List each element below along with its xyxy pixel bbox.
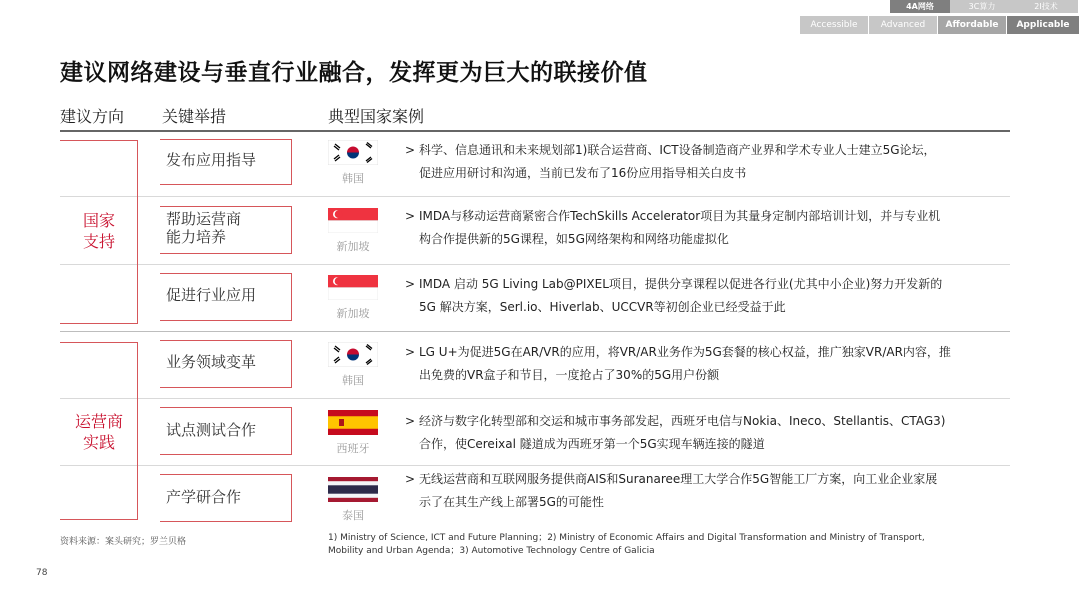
measure-label [166, 286, 256, 304]
case-text [405, 205, 1005, 251]
group-label-line: 实践 [82, 433, 115, 452]
korea-flag-icon [328, 140, 378, 165]
spain-flag-icon [328, 410, 378, 435]
group-label-line: 国家 [82, 211, 115, 230]
country-name: 西班牙 [336, 442, 370, 455]
group-label-line: 运营商 [74, 412, 123, 431]
page-title: 建议网络建设与垂直行业融合，发挥更为巨大的联接价值 [60, 60, 648, 86]
footnote-line: 1) Ministry of Science, ICT and Future Planning；2) Ministry of Economic Affairs and Digital Transformation and Ministry of Transport, [328, 533, 925, 543]
country-name: 新加坡 [336, 240, 370, 253]
row-divider [60, 196, 1010, 197]
group-divider [60, 331, 1010, 332]
arrow-icon: > [405, 143, 416, 157]
korea-flag-icon [328, 342, 378, 367]
case-line: 合作，使Cereixal 隧道成为西班牙第一个5G实现车辆连接的隧道 [419, 437, 765, 451]
measure-line: 试点测试合作 [166, 421, 257, 439]
tab-2i-tech[interactable]: 2I技术 [1014, 0, 1078, 13]
case-text [405, 341, 1005, 387]
case-line: 科学、信息通讯和未来规划部1)联合运营商、ICT设备制造商产业界和学术专业人士建立5G论坛， [419, 143, 936, 157]
measure-line: 发布应用指导 [166, 151, 257, 169]
case-line: 无线运营商和互联网服务提供商AIS和Suranaree理工大学合作5G智能工厂方案，向工业企业家展 [419, 472, 938, 486]
country-name: 泰国 [342, 509, 364, 522]
arrow-icon: > [405, 345, 416, 359]
row-divider [60, 264, 1010, 265]
country-name: 韩国 [342, 172, 364, 185]
tab-affordable[interactable]: Affordable [938, 16, 1006, 34]
arrow-icon: > [405, 209, 416, 223]
arrow-icon: > [405, 472, 416, 486]
group-label-operator [60, 411, 138, 453]
header-divider [60, 130, 1010, 132]
case-line: 出免费的VR盒子和节目，一度抢占了30%的5G用户份额 [419, 368, 720, 382]
singapore-flag-icon [328, 208, 378, 233]
footnote-line: Mobility and Urban Agenda；3) Automotive Technology Centre of Galicia [328, 546, 655, 556]
header-measures: 关键举措 [162, 107, 227, 126]
measure-line: 业务领域变革 [166, 353, 257, 371]
measure-label [166, 353, 256, 371]
measure-label [166, 421, 256, 439]
case-line: 5G 解决方案，Serl.io、Hiverlab、UCCVR等初创企业已经受益于此 [419, 300, 786, 314]
source-note: 资料来源：案头研究；罗兰贝格 [60, 537, 187, 547]
arrow-icon: > [405, 414, 416, 428]
case-line: IMDA与移动运营商紧密合作TechSkills Accelerator项目为其量身定制内部培训计划，并与专业机 [419, 209, 941, 223]
row-divider [60, 398, 1010, 399]
measure-label [166, 151, 256, 169]
case-line: 构合作提供新的5G课程，如5G网络架构和网络功能虚拟化 [419, 232, 729, 246]
measure-label [166, 488, 241, 506]
country-name: 新加坡 [336, 307, 370, 320]
group-label-state [60, 210, 138, 252]
case-line: 经济与数字化转型部和交运和城市事务部发起，西班牙电信与Nokia、Ineco、Stellantis、CTAG3) [419, 414, 946, 428]
footnote [328, 532, 978, 558]
tab-accessible[interactable]: Accessible [800, 16, 868, 34]
top-tab-row-1 [890, 0, 1078, 13]
case-line: IMDA 启动 5G Living Lab@PIXEL项目，提供分享课程以促进各行业(尤其中小企业)努力开发新的 [419, 277, 943, 291]
case-text [405, 273, 1005, 319]
header-direction: 建议方向 [60, 107, 125, 126]
case-line: 促进应用研讨和沟通，当前已发布了16份应用指导相关白皮书 [419, 166, 747, 180]
country-name: 韩国 [342, 374, 364, 387]
page-number: 78 [36, 568, 48, 578]
case-text [405, 410, 1005, 456]
measure-line: 促进行业应用 [166, 286, 257, 304]
arrow-icon: > [405, 277, 416, 291]
row-divider [60, 465, 1010, 466]
case-text [405, 139, 1005, 185]
measure-label [166, 210, 241, 246]
measure-line: 产学研合作 [166, 488, 242, 506]
tab-advanced[interactable]: Advanced [869, 16, 937, 34]
measure-line: 帮助运营商 [166, 210, 242, 228]
case-line: 示了在其生产线上部署5G的可能性 [419, 495, 604, 509]
thailand-flag-icon [328, 477, 378, 502]
top-tab-row-2 [800, 16, 1080, 34]
case-text [405, 468, 1005, 514]
singapore-flag-icon [328, 275, 378, 300]
tab-4a-network[interactable]: 4A网络 [890, 0, 950, 13]
tab-applicable[interactable]: Applicable [1007, 16, 1079, 34]
group-label-line: 支持 [82, 232, 115, 251]
tab-3c-compute[interactable]: 3C算力 [950, 0, 1014, 13]
case-line: LG U+为促进5G在AR/VR的应用，将VR/AR业务作为5G套餐的核心权益，推广独家VR/AR内容，推 [419, 345, 951, 359]
header-cases: 典型国家案例 [328, 107, 425, 126]
measure-line: 能力培养 [166, 228, 227, 246]
